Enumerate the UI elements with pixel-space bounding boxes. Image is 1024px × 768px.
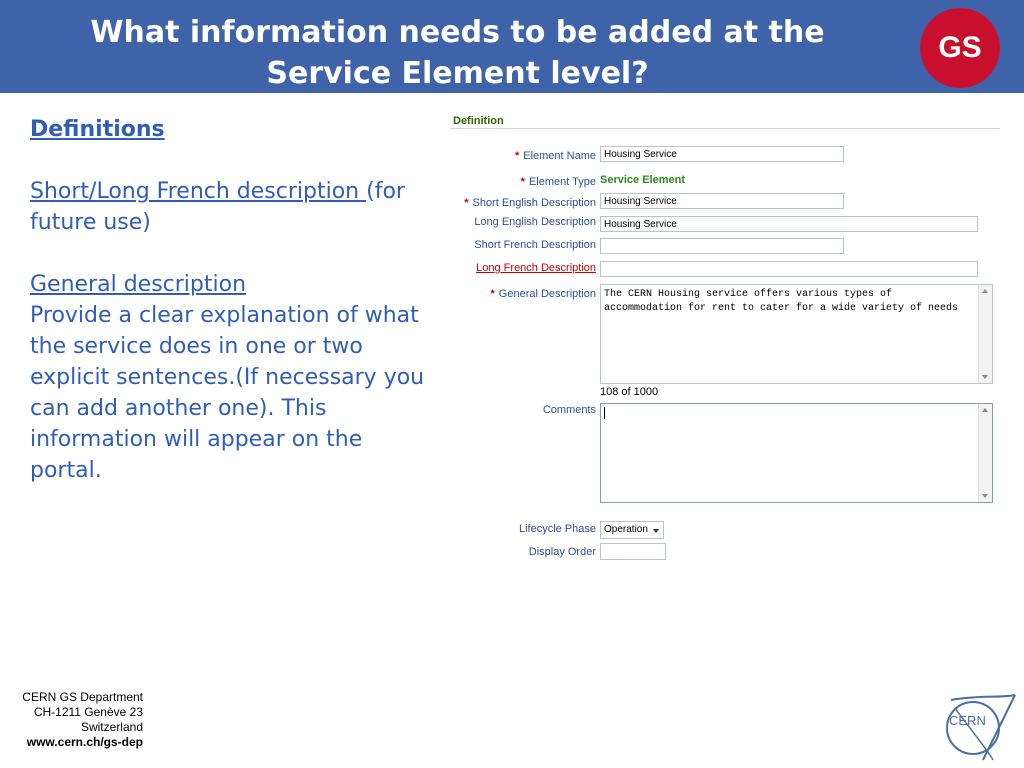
slide-title-line-2: Service Element level? — [266, 56, 649, 91]
general-description-textarea[interactable] — [600, 284, 993, 384]
gs-badge: GS — [920, 8, 1000, 88]
footer-address — [0, 690, 143, 750]
lifecycle-phase-select[interactable] — [600, 521, 664, 539]
required-asterisk-icon: * — [490, 288, 495, 300]
footer-website-link[interactable]: www.cern.ch/gs-dep — [26, 735, 143, 749]
short-french-input[interactable] — [600, 238, 844, 254]
required-asterisk-icon: * — [520, 176, 525, 188]
explanation-line: explicit sentences.(If necessary you — [30, 365, 425, 390]
general-description-scrollbar[interactable] — [978, 285, 992, 383]
comments-textarea[interactable] — [600, 403, 993, 503]
lifecycle-phase-value: Operation — [604, 524, 648, 535]
explanation-line: Provide a clear explanation of what — [30, 303, 419, 328]
section-divider — [450, 128, 1000, 129]
long-french-input[interactable] — [600, 261, 978, 277]
long-english-input[interactable]: Housing Service — [600, 216, 978, 232]
comments-scrollbar[interactable] — [978, 404, 992, 502]
general-description-line-1: The CERN Housing service offers various types of — [604, 289, 893, 300]
lifecycle-phase-label: Lifecycle Phase — [518, 523, 596, 535]
short-long-french-heading: Short/Long French description — [30, 179, 367, 204]
text-cursor — [604, 407, 605, 419]
scroll-down-icon[interactable] — [982, 494, 988, 498]
scroll-up-icon[interactable] — [982, 289, 988, 293]
display-order-label: Display Order — [528, 546, 596, 558]
short-english-label: * Short English Description — [464, 197, 596, 209]
explanation-line: can add another one). This — [30, 396, 327, 421]
general-description-label: * General Description — [490, 288, 596, 300]
explanation-line: the service does in one or two — [30, 334, 363, 359]
general-description-line-2: accommodation for rent to cater for a wide variety of needs — [604, 303, 959, 314]
long-english-label: Long English Description — [474, 216, 596, 228]
element-type-label: * Element Type — [520, 176, 596, 188]
for-future-use-text-1: (for — [366, 179, 405, 204]
scroll-down-icon[interactable] — [982, 375, 988, 379]
slide-title — [60, 12, 855, 94]
comments-label: Comments — [542, 404, 596, 416]
element-name-label: * Element Name — [514, 150, 596, 162]
required-asterisk-icon: * — [464, 197, 469, 209]
for-future-use-text-2: future use) — [30, 210, 151, 235]
character-counter: 108 of 1000 — [600, 386, 659, 398]
section-title-definition: Definition — [453, 115, 504, 127]
header-band — [0, 0, 1024, 93]
short-english-input[interactable]: Housing Service — [600, 193, 844, 209]
footer-line-1: CERN GS Department — [22, 690, 143, 704]
definitions-heading: Definitions — [30, 117, 165, 142]
slide-title-line-1: What information needs to be added at the — [90, 15, 825, 50]
explanation-line: portal. — [30, 458, 102, 483]
cern-logo-icon — [943, 690, 1019, 762]
scroll-up-icon[interactable] — [982, 408, 988, 412]
explanation-line: information will appear on the — [30, 427, 363, 452]
footer-line-2: CH-1211 Genève 23 — [33, 705, 143, 719]
footer-line-3: Switzerland — [80, 720, 143, 734]
long-french-label-link[interactable]: Long French Description — [476, 262, 596, 274]
display-order-input[interactable] — [600, 543, 666, 560]
general-description-heading: General description — [30, 272, 247, 297]
left-text-column — [30, 114, 450, 486]
definition-form — [450, 110, 1002, 580]
cern-logo-text: CERN — [949, 713, 986, 728]
short-french-label: Short French Description — [474, 239, 596, 251]
element-name-input[interactable]: Housing Service — [600, 146, 844, 162]
chevron-down-icon — [653, 529, 659, 533]
element-type-value: Service Element — [600, 174, 685, 186]
required-asterisk-icon: * — [514, 150, 520, 162]
